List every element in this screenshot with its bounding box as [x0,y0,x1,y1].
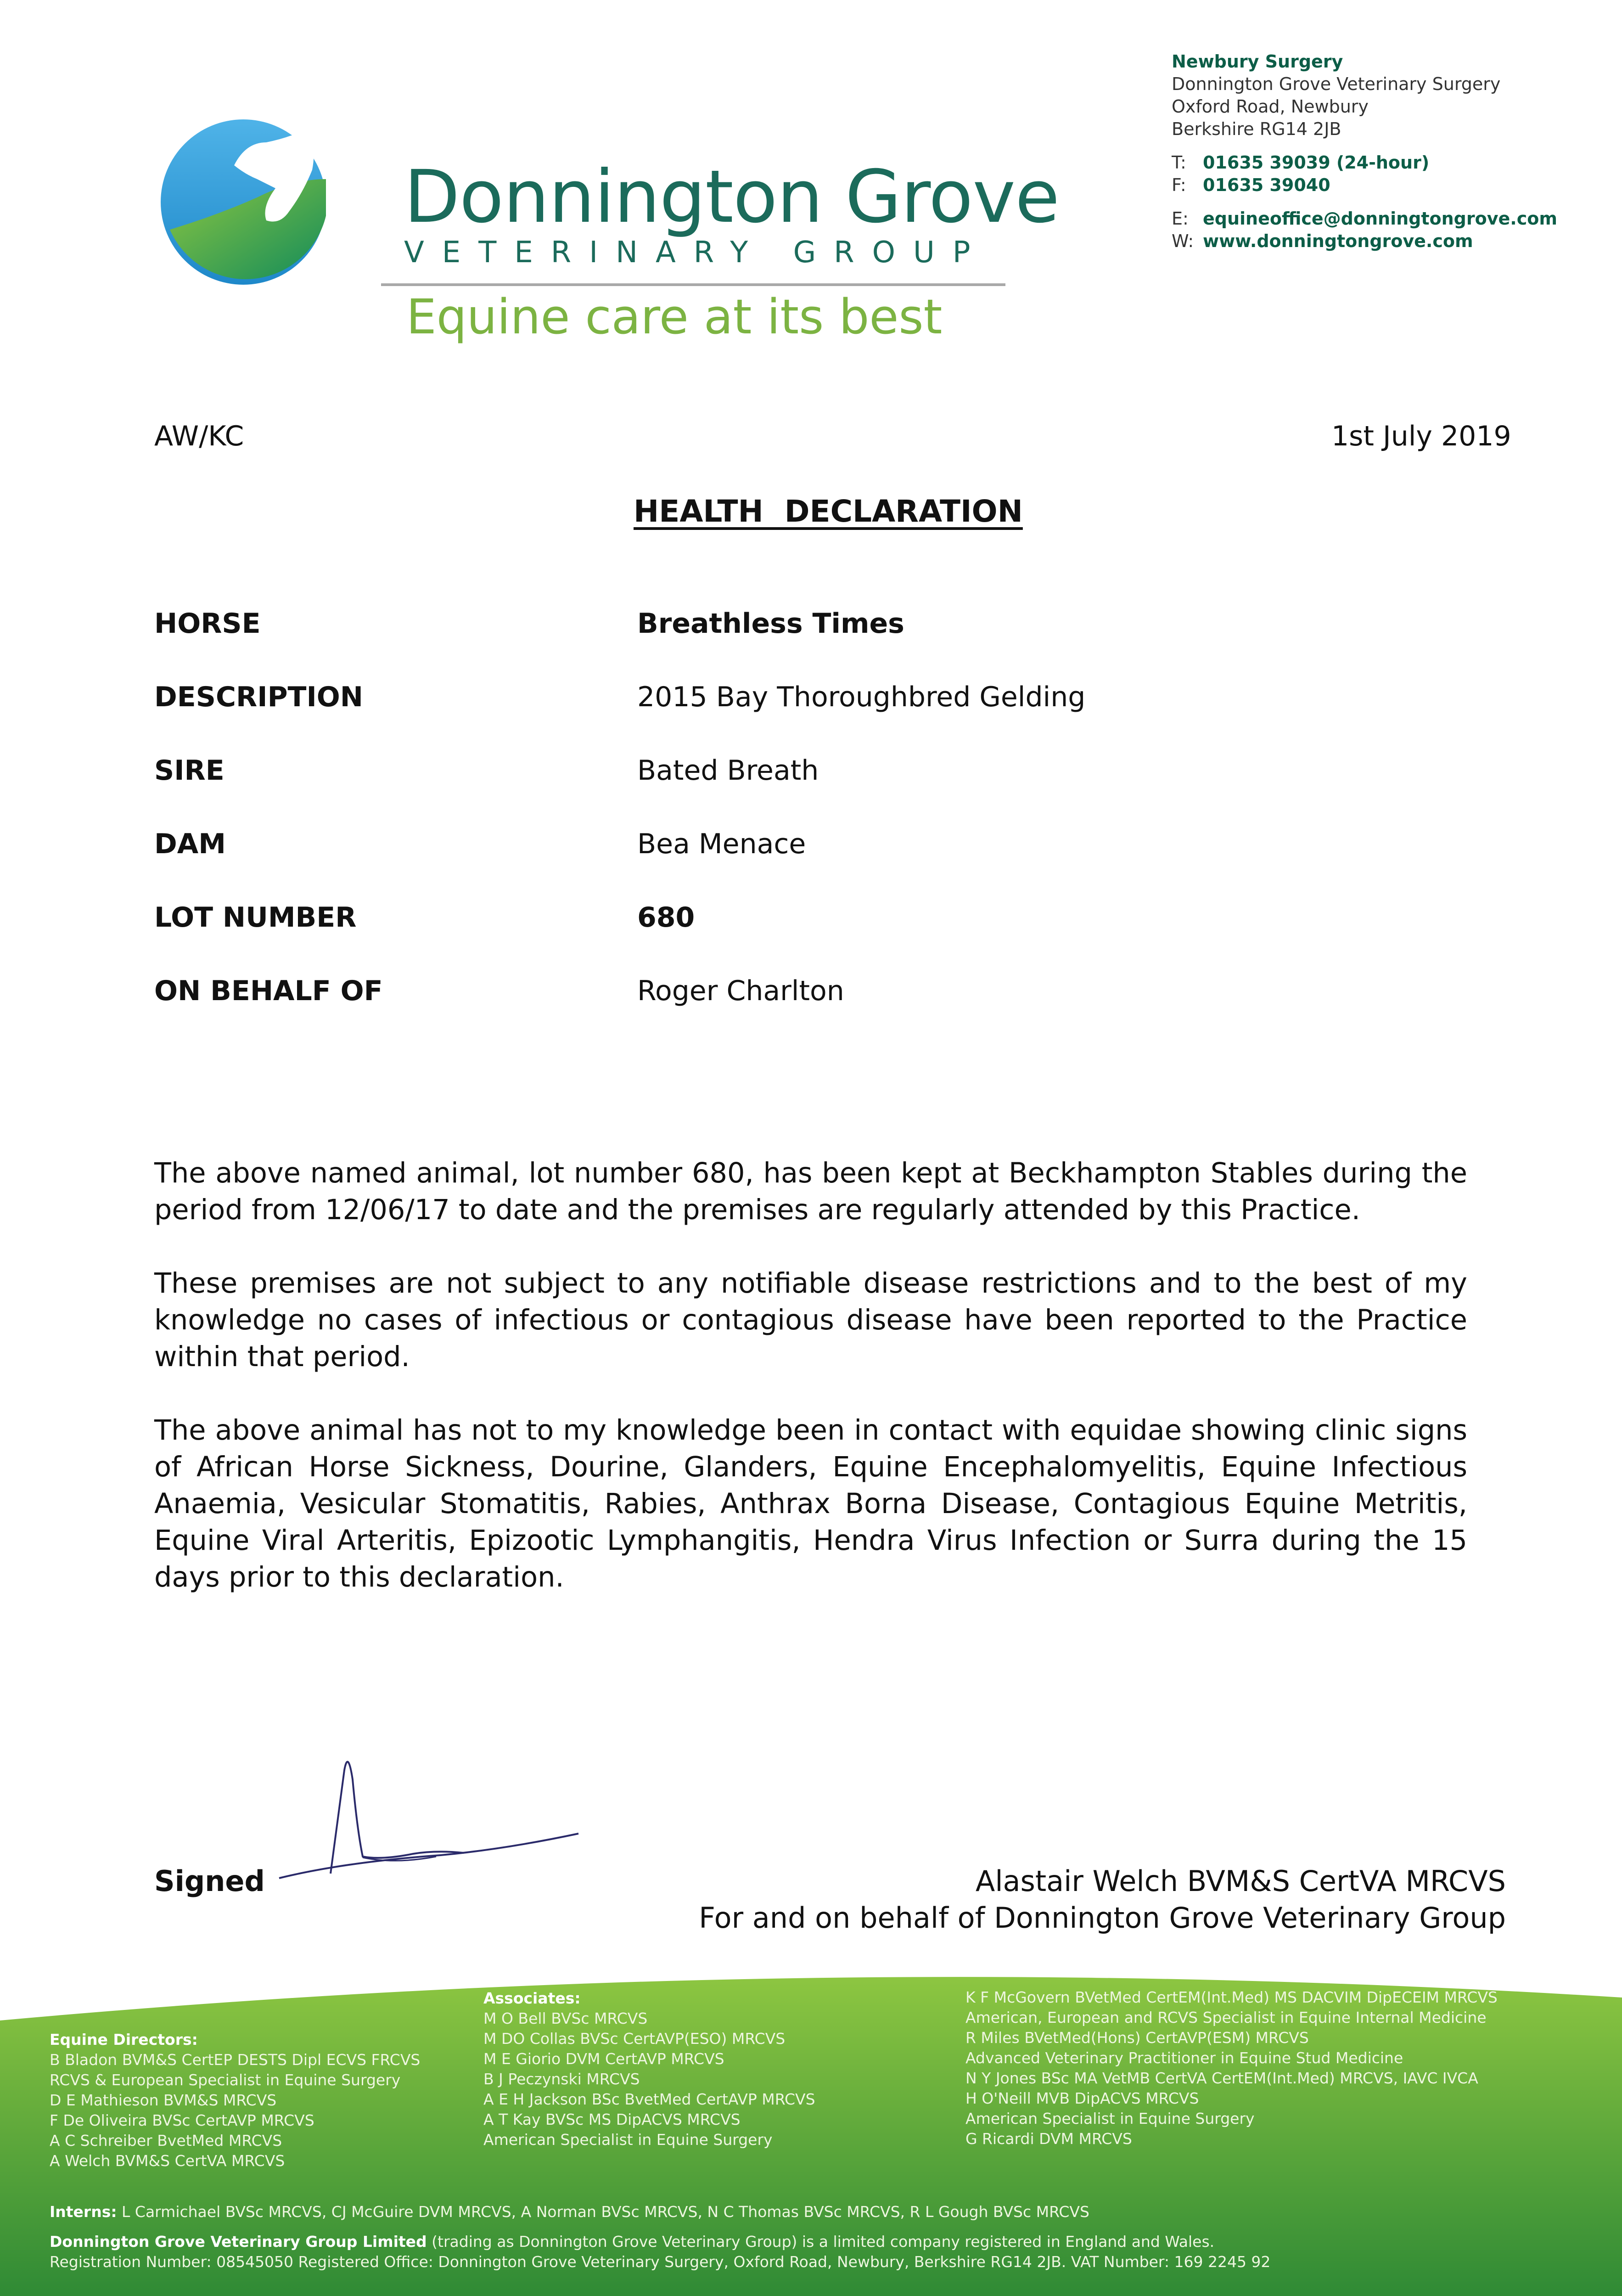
directors-heading: Equine Directors: [50,2031,198,2048]
specialist-entry: K F McGovern BVetMed CertEM(Int.Med) MS DACVIM DipECEIM MRCVS [965,1988,1498,2006]
company-info [50,2232,1270,2272]
director-entry: A C Schreiber BvetMed MRCVS [50,2132,282,2150]
email-link[interactable]: equineoffice@donningtongrove.com [1203,208,1557,229]
declaration-paragraph: The above named animal, lot number 680, has been kept at Beckhampton Stables during the period from 12/06/17 to date and the premises are regularly attended by this Practice. [154,1157,1467,1226]
field-value-horse: Breathless Times [637,608,904,640]
email-label: E: [1172,208,1189,229]
specialist-entry: American Specialist in Equine Surgery [965,2110,1255,2127]
fax-label: F: [1172,175,1186,195]
associates-heading: Associates: [483,1989,581,2007]
registration-details: Registration Number: 08545050 Registered Office: Donnington Grove Veterinary Surgery, Oxford Road, Newbury, Berkshire RG14 2JB. VAT Number: 169 2245 92 [50,2253,1271,2271]
associate-entry: M E Giorio DVM CertAVP MRCVS [483,2050,724,2068]
phone-number[interactable]: 01635 39039 (24-hour) [1203,152,1430,173]
director-entry: RCVS & European Specialist in Equine Surgery [50,2071,401,2089]
specialist-entry: American, European and RCVS Specialist in Equine Internal Medicine [965,2009,1487,2026]
specialist-entry: Advanced Veterinary Practitioner in Equine Stud Medicine [965,2049,1403,2067]
signatory-block [643,1863,1506,1936]
field-label-on-behalf-of: ON BEHALF OF [154,975,383,1007]
signed-label: Signed [154,1864,265,1898]
reference: AW/KC [154,420,244,452]
company-statement: (trading as Donnington Grove Veterinary Group) is a limited company registered in England and Wales. [427,2233,1215,2251]
associate-entry: M DO Collas BVSc CertAVP(ESO) MRCVS [483,2030,786,2048]
associates-column [483,1988,815,2150]
director-entry: A Welch BVM&S CertVA MRCVS [50,2152,285,2170]
signatory-role: For and on behalf of Donnington Grove Veterinary Group [699,1901,1506,1935]
associate-entry: American Specialist in Equine Surgery [483,2131,773,2149]
directors-column [50,2030,420,2171]
address-line: Donnington Grove Veterinary Surgery [1172,74,1501,94]
brand-divider [381,283,1005,286]
web-label: W: [1172,231,1194,251]
field-value-lot-number: 680 [637,901,695,934]
signatory-name: Alastair Welch BVM&S CertVA MRCVS [975,1864,1506,1898]
field-label-dam: DAM [154,828,226,860]
contact-block [1172,51,1608,253]
brand-subtitle: VETERINARY GROUP [404,236,988,270]
interns-line [50,2202,1089,2222]
letter-date: 1st July 2019 [1331,420,1511,452]
company-name: Donnington Grove Veterinary Group Limited [50,2233,427,2251]
fax-number: 01635 39040 [1203,175,1330,195]
practice-logo [152,110,335,285]
associate-entry: A E H Jackson BSc BvetMed CertAVP MRCVS [483,2090,815,2108]
declaration-paragraph: The above animal has not to my knowledge been in contact with equidae showing clinic signs of African Horse Sickness, Dourine, Glanders, Equine Encephalomyelitis, Equine Infectious Anaemia, Vesicular Stomatitis, Rabies, Anthrax Borna Disease, Contagious Equine Metritis, Equine Viral Arteritis, Epizootic Lymphangitis, Hendra Virus Infection or Surra during the 15 days prior to this declaration. [154,1414,1467,1593]
field-label-lot-number: LOT NUMBER [154,901,357,934]
specialist-entry: H O'Neill MVB DipACVS MRCVS [965,2089,1199,2107]
specialist-entry: N Y Jones BSc MA VetMB CertVA CertEM(Int.Med) MRCVS, IAVC IVCA [965,2069,1478,2087]
director-entry: B Bladon BVM&S CertEP DESTS Dipl ECVS FRCVS [50,2051,421,2069]
director-entry: F De Oliveira BVSc CertAVP MRCVS [50,2111,314,2129]
specialists-column [965,1987,1498,2149]
associate-entry: B J Peczynski MRCVS [483,2070,640,2088]
interns-list: L Carmichael BVSc MRCVS, CJ McGuire DVM MRCVS, A Norman BVSc MRCVS, N C Thomas BVSc MRCVS, R L Gough BVSc MRCVS [122,2203,1089,2221]
field-value-description: 2015 Bay Thoroughbred Gelding [637,681,1086,713]
specialist-entry: R Miles BVetMed(Hons) CertAVP(ESM) MRCVS [965,2029,1309,2047]
document-title: HEALTH DECLARATION [634,494,1023,529]
field-value-on-behalf-of: Roger Charlton [637,975,844,1007]
associate-entry: M O Bell BVSc MRCVS [483,2009,648,2027]
website-link[interactable]: www.donningtongrove.com [1203,231,1473,251]
field-label-horse: HORSE [154,608,261,640]
field-value-dam: Bea Menace [637,828,806,860]
director-entry: D E Mathieson BVM&S MRCVS [50,2091,277,2109]
brand-name: Donnington Grove [404,155,1060,239]
surgery-name: Newbury Surgery [1172,51,1343,72]
field-label-sire: SIRE [154,754,224,787]
phone-label: T: [1172,152,1186,173]
specialist-entry: G Ricardi DVM MRCVS [965,2130,1132,2148]
address-line: Berkshire RG14 2JB [1172,119,1341,139]
associate-entry: A T Kay BVSc MS DipACVS MRCVS [483,2110,741,2128]
interns-label: Interns: [50,2203,117,2221]
handwritten-signature [275,1752,583,1899]
brand-tagline: Equine care at its best [406,289,943,345]
declaration-paragraph: These premises are not subject to any notifiable disease restrictions and to the best of my knowledge no cases of infectious or contagious disease have been reported to the Practice within that period. [154,1267,1467,1373]
address-line: Oxford Road, Newbury [1172,96,1369,117]
field-value-sire: Bated Breath [637,754,819,787]
field-label-description: DESCRIPTION [154,681,364,713]
